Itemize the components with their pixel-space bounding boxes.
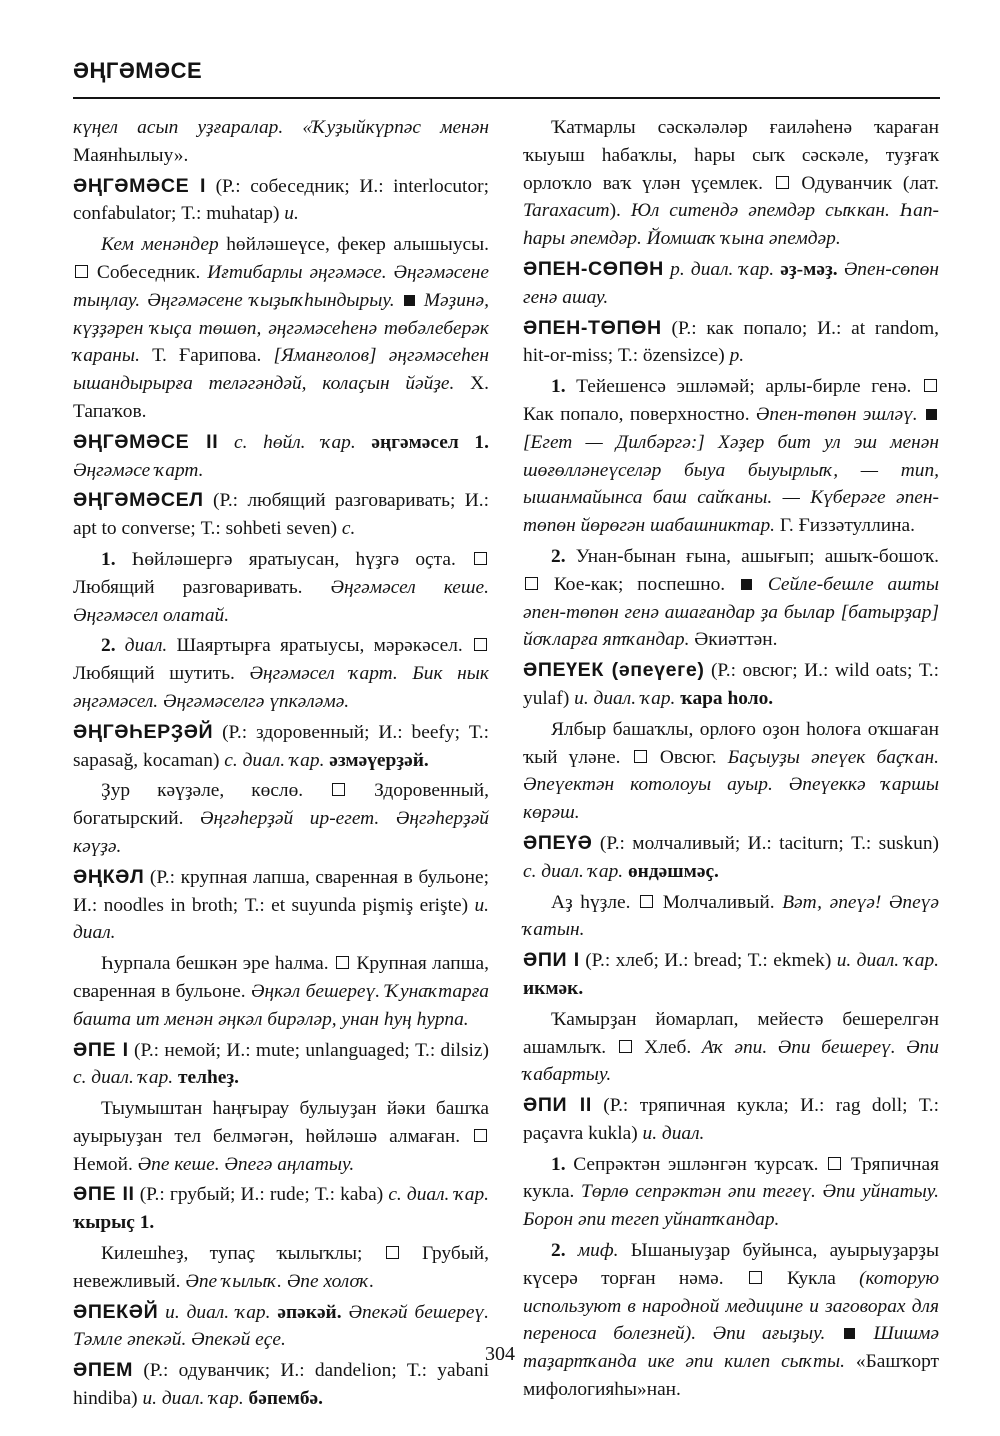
headword: ӘҢГӘҺЕРҘӘЙ — [73, 720, 214, 743]
examples: Әпе ҡылыҡ. Әпе холоҡ. — [180, 1270, 375, 1292]
headword: ӘҢГӘМӘСЕ II — [73, 430, 219, 453]
definition — [523, 716, 939, 827]
dictionary-entry — [73, 719, 489, 775]
definition-text: Тейешенсә эшләмәй; арлы-бирле генә. — [565, 376, 922, 398]
gloss: (Р.: молчаливый; И.: taciturn; Т.: suskun) — [592, 832, 939, 854]
translation-marker-icon — [75, 265, 88, 278]
definition-text: Килешһеҙ, тупаҫ ҡылыҡлы; — [101, 1243, 384, 1265]
examples: Иғтибарлы әңгәмәсе. Әңгәмәсене тыңлау. Әңгәмәсене ҡыҙыҡһындырыу. — [73, 261, 489, 311]
translation-marker-icon — [828, 1157, 841, 1170]
translation: Одуванчик (лат. — [801, 172, 939, 194]
headword: ӘПЕКӘЙ — [73, 1300, 159, 1323]
cross-reference: телһеҙ. — [173, 1067, 240, 1089]
examples: Әңкәл бешереү. Ҡунаҡтарға башта ит менән әңкәл бирәләр, унан һуң һурпа. — [73, 980, 489, 1030]
translation-tail: ). — [609, 200, 621, 222]
translation-marker-icon — [474, 638, 487, 651]
examples: Әңгәмәсел кеше. Әңгәмәсел олатай. — [73, 576, 489, 626]
translation-marker-icon — [336, 956, 349, 969]
headword: ӘПЕҮЕК — [523, 659, 604, 682]
continuation-text — [73, 114, 489, 170]
definition — [73, 231, 489, 426]
cross-reference: ҡырыҫ 1. — [73, 1212, 155, 1234]
examples: Әңгәһерҙәй ир-егет. Әңгәһерҙәй кәүҙә. — [73, 808, 489, 857]
usage-label: миф. — [565, 1240, 619, 1262]
citation-marker-icon — [926, 409, 937, 420]
definition-text: Тыумыштан һаңғырау булыуҙан йәки башҡа ауырыуҙан тел белмәгән, һөйләшә алмаған. — [73, 1098, 489, 1147]
examples: Вәт, әпеүә! Әпеүә ҡатын. — [523, 891, 939, 941]
part-of-speech: и. диал. ҡар. — [142, 1388, 244, 1410]
part-of-speech: с. — [341, 518, 356, 540]
sense-number: 1. — [551, 376, 566, 398]
example-tail: Маянһылыу». — [73, 144, 189, 166]
citation: Сейле-бешле ашты әпен-төпөн генә ашағандар ҙа былар [батырҙар] йоҡларға ятҡандар. — [523, 573, 940, 651]
cross-reference: әпәкәй. — [270, 1301, 342, 1323]
definition-text: Һөйләшергә яратыусан, һүҙгә оҫта. — [115, 548, 472, 570]
definition — [523, 1006, 939, 1089]
translation-marker-icon — [924, 379, 937, 392]
dictionary-entry — [73, 1181, 489, 1237]
translation: Овсюг. — [659, 746, 717, 768]
definition — [73, 1240, 489, 1296]
citation: Шишмә таҙартҡанда ике әпи килеп сыҡты. — [523, 1323, 940, 1373]
part-of-speech: и. диал. — [73, 894, 489, 944]
dictionary-entry — [523, 256, 939, 312]
sense-number: 2. — [551, 545, 566, 567]
headword: ӘПЕҮӘ — [523, 831, 593, 854]
translation-marker-icon — [749, 1271, 762, 1284]
definition-text: Ялбыр башаҡлы, орлоғо оҙон һолоға оҡшаған ҡый үләне. — [523, 718, 939, 768]
translation-marker-icon — [634, 750, 647, 763]
definition-text: Шаяртырға яратыусы, мәрәкәсел. — [167, 635, 472, 657]
translation: Тряпичная кукла. — [523, 1153, 939, 1203]
headword: ӘПЕН-ТӨПӨН — [523, 316, 662, 339]
citation-author: Х. Тапаҡов. — [73, 373, 489, 422]
translation-note: (которую используют в народной медицине и заговорах для переноса болезней). — [523, 1267, 939, 1345]
headword: ӘҢКӘЛ — [73, 865, 145, 888]
sense — [523, 373, 939, 540]
headword: ӘПЕМ — [73, 1359, 134, 1382]
cross-reference: әзмәүерҙәй. — [324, 749, 429, 771]
definition-text: Ҡамырҙан йомарлап, мейестә бешерелгән ашамлыҡ. — [523, 1008, 939, 1058]
dictionary-entry — [523, 657, 939, 713]
headword: ӘҢГӘМӘСЕЛ — [73, 489, 204, 512]
examples: Әңгәмәсе ҡарт. — [73, 459, 204, 481]
examples: Әпен-сөпөн генә ашау. — [523, 258, 939, 308]
gloss: (Р.: грубый; И.: rude; Т.: kaba) — [134, 1184, 389, 1206]
definition — [73, 1095, 489, 1178]
citation: [Яманғолов] әңгәмәсеһен ышандырырға теләгәндәй, колаҫын йәйҙе. — [73, 345, 489, 395]
definition-text: Сепрәктән эшләнгән ҡурсаҡ. — [565, 1153, 827, 1175]
translation: Кукла — [787, 1267, 836, 1289]
part-of-speech: с. диал. ҡар. — [523, 860, 624, 882]
part-of-speech: и. диал. ҡар. — [836, 950, 939, 972]
translation-marker-icon — [474, 552, 487, 565]
sense — [73, 632, 489, 715]
translation-marker-icon — [525, 577, 538, 590]
translation: Как попало, поверхностно. — [523, 403, 750, 425]
part-of-speech: с. һөйл. ҡар. — [233, 431, 356, 453]
dictionary-entry — [523, 1092, 939, 1148]
page-number: 304 — [485, 1343, 515, 1365]
cross-reference: ҡара һоло. — [675, 687, 774, 709]
dictionary-entry — [73, 1037, 489, 1093]
translation: Любящий разговаривать. — [73, 576, 303, 598]
sense — [523, 1237, 939, 1404]
examples: Әпе кеше. Әпегә аңлатыу. — [132, 1153, 355, 1175]
translation: Кое-как; поспешно. — [553, 573, 726, 595]
gloss: (Р.: немой; И.: mute; unlanguaged; Т.: dilsiz) — [128, 1039, 489, 1061]
translation-marker-icon — [332, 783, 345, 796]
headword: ӘҢГӘМӘСЕ I — [73, 174, 207, 197]
sense — [73, 546, 489, 629]
translation-marker-icon — [640, 895, 653, 908]
definition-text: Һурпала бешкән эре һалма. — [101, 953, 334, 975]
sense-number: 1. — [101, 548, 116, 570]
part-of-speech: и. — [284, 203, 299, 225]
definition — [523, 114, 939, 253]
dictionary-entry — [523, 315, 939, 371]
definition-text: һөйләшеүсе, фекер алышыусы. — [218, 234, 489, 256]
gloss: (Р.: одуванчик; И.: dandelion; Т.: yabani hindiba) — [73, 1360, 489, 1410]
headword: ӘПИ I — [523, 949, 580, 972]
headword: ӘПЕ II — [73, 1183, 135, 1206]
definition-text: Ҙур кәүҙәле, көслө. — [101, 780, 331, 802]
citation-marker-icon — [844, 1328, 855, 1339]
citation-marker-icon — [404, 295, 415, 306]
cross-reference: әңгәмәсел 1. — [355, 431, 489, 453]
dictionary-entry — [73, 429, 489, 485]
definition — [73, 777, 489, 860]
dictionary-entry — [523, 947, 939, 1003]
translation-marker-icon — [619, 1040, 632, 1053]
sense-number: 1. — [551, 1153, 566, 1175]
header-rule — [73, 97, 940, 99]
citation-marker-icon — [741, 579, 752, 590]
cross-reference: бәпембә. — [243, 1388, 323, 1410]
headword: ӘПИ II — [523, 1094, 592, 1117]
definition-italic: Кем менәндер — [101, 234, 219, 256]
part-of-speech: и. диал. ҡар. — [165, 1301, 271, 1323]
sense — [523, 543, 939, 654]
cross-reference: өндәшмәҫ. — [623, 860, 719, 882]
gloss: (Р.: как попало; И.: at random, hit-or-miss; Т.: özensizce) — [523, 317, 939, 367]
gloss: (Р.: хлеб; И.: bread; Т.: ekmek) — [579, 950, 837, 972]
examples: Баҫыуҙы әпеүек баҫҡан. Әпеүектән котолоуы ауыр. Әпеүеккә ҡаршы көрәш. — [523, 746, 939, 824]
sense — [523, 1151, 939, 1234]
part-of-speech: р. — [729, 345, 745, 367]
translation: Немой. — [73, 1153, 133, 1175]
headword: ӘПЕ I — [73, 1038, 129, 1061]
gloss — [218, 432, 234, 453]
definition-text: Аҙ һүҙле. — [551, 891, 639, 913]
dictionary-entry — [73, 864, 489, 947]
dictionary-entry — [523, 830, 939, 886]
headword: ӘПЕН-СӨПӨН — [523, 257, 664, 280]
translation-marker-icon — [474, 1129, 487, 1142]
right-column — [523, 114, 939, 1407]
definition — [523, 889, 939, 945]
part-of-speech: с. диал. ҡар. — [388, 1184, 489, 1206]
part-of-speech: с. диал. ҡар. — [73, 1067, 174, 1089]
cross-reference: әҙ-мәҙ. — [774, 258, 838, 280]
examples: Юл ситендә әпемдәр сыҡкан. Һап-һары әпемдәр. Йомшаҡ ҡына әпемдәр. — [523, 200, 939, 250]
citation-author: Әкиәттән. — [689, 629, 778, 651]
citation: Мәҙинә, күҙҙәрен ҡыҫа төшөп, әңгәмәсеһенә төбәлеберәк ҡараны. — [73, 289, 489, 367]
translation: Крупная лапша, сваренная в бульоне. — [73, 953, 489, 1002]
citation: [Егет — Дилбәргә:] Хәҙер бит ул эш менән шөғөлләнеүселәр быуа быуырлыҡ, — тип, ышанмайынса баш сайҡаны. — Күберәге әпен-төпөн йөрөгән шабашниктар. — [523, 431, 939, 537]
part-of-speech: и. диал. — [642, 1122, 705, 1144]
citation-author: «Башҡорт мифологияһы»нан. — [523, 1351, 939, 1401]
examples: Аҡ әпи. Әпи бешереү. Әпи ҡабартыу. — [523, 1036, 939, 1086]
citation-author: Т. Ғарипова. — [139, 345, 274, 367]
examples: Әпи ағыҙыу. — [696, 1323, 842, 1345]
dictionary-entry — [73, 173, 489, 229]
translation: Любящий шутить. — [73, 663, 235, 685]
examples: Әңгәмәсел ҡарт. Бик нык әңгәмәсел. Әңгәмәселгә үпкәләмә. — [73, 663, 489, 712]
definition-text: Унан-бынан ғына, ашығып; ашыҡ-бошоҡ. — [565, 545, 939, 567]
translation: Здоровенный, богатырский. — [73, 780, 489, 830]
citation-author: Г. Ғиззәтуллина. — [775, 515, 915, 537]
gloss: (Р.: здоровенный; И.: beefy; Т.: sapasağ, kocaman) — [73, 721, 489, 771]
usage-label: диал. — [115, 635, 168, 657]
definition-text: Ышаныуҙар буйынса, ауырыуҙарҙы күсерә торған нәмә. — [523, 1240, 939, 1289]
sense-number: 2. — [551, 1240, 566, 1262]
sense-number: 2. — [101, 635, 116, 657]
translation-marker-icon — [776, 176, 789, 189]
cross-reference: икмәк. — [523, 977, 584, 999]
example: күңел асып уҙғаралар. «Ҡуҙыйкүрпәс менән — [73, 117, 489, 138]
translation: Грубый, невежливый. — [73, 1243, 489, 1292]
examples: Әпекәй бешереү. Тәмле әпекәй. Әпекәй еҫе. — [73, 1301, 489, 1351]
definition — [73, 950, 489, 1033]
part-of-speech: р. диал. ҡар. — [670, 258, 775, 280]
latin-name: Taraxacum — [523, 200, 610, 222]
translation-marker-icon — [386, 1246, 399, 1259]
left-column — [73, 114, 489, 1416]
dictionary-entry — [73, 487, 489, 543]
running-head: ӘҢГӘМӘСЕ — [73, 58, 203, 83]
gloss: (Р.: крупная лапша, сваренная в бульоне; И.: noodles in broth; Т.: et suyunda pişmiş erişte) — [73, 866, 489, 916]
translation: Собеседник. — [96, 261, 201, 283]
definition-text: Ҡатмарлы сәскәләләр ғаиләһенә ҡараған ҡыуыш һабаҡлы, һары сыҡ сәскәле, туҙғаҡ орлоҡло ваҡ үлән үҫемлек. — [523, 117, 939, 194]
part-of-speech: и. диал. ҡар. — [574, 687, 676, 709]
part-of-speech: с. диал. ҡар. — [224, 749, 325, 771]
translation: Хлеб. — [644, 1036, 692, 1058]
translation: Молчаливый. — [662, 891, 775, 913]
examples: Төрлө сепрәктән әпи тегеү. Әпи уйнатыу. Борон әпи тегеп уйнатҡандар. — [523, 1181, 939, 1231]
gloss: (Р.: собеседник; И.: interlocutor; confabulator; Т.: muhatap) — [73, 175, 489, 225]
gloss: (Р.: овсюг; И.: wild oats; Т.: yulaf) — [523, 660, 939, 709]
gloss: (Р.: любящий разговаривать; И.: apt to converse; Т.: sohbeti seven) — [73, 490, 489, 540]
headword-variant: (әпеүеге) — [603, 659, 705, 682]
examples: Әпен-төпөн эшләү. — [749, 403, 924, 425]
gloss: (Р.: тряпичная кукла; И.: rag doll; Т.: paçavra kukla) — [523, 1095, 940, 1144]
